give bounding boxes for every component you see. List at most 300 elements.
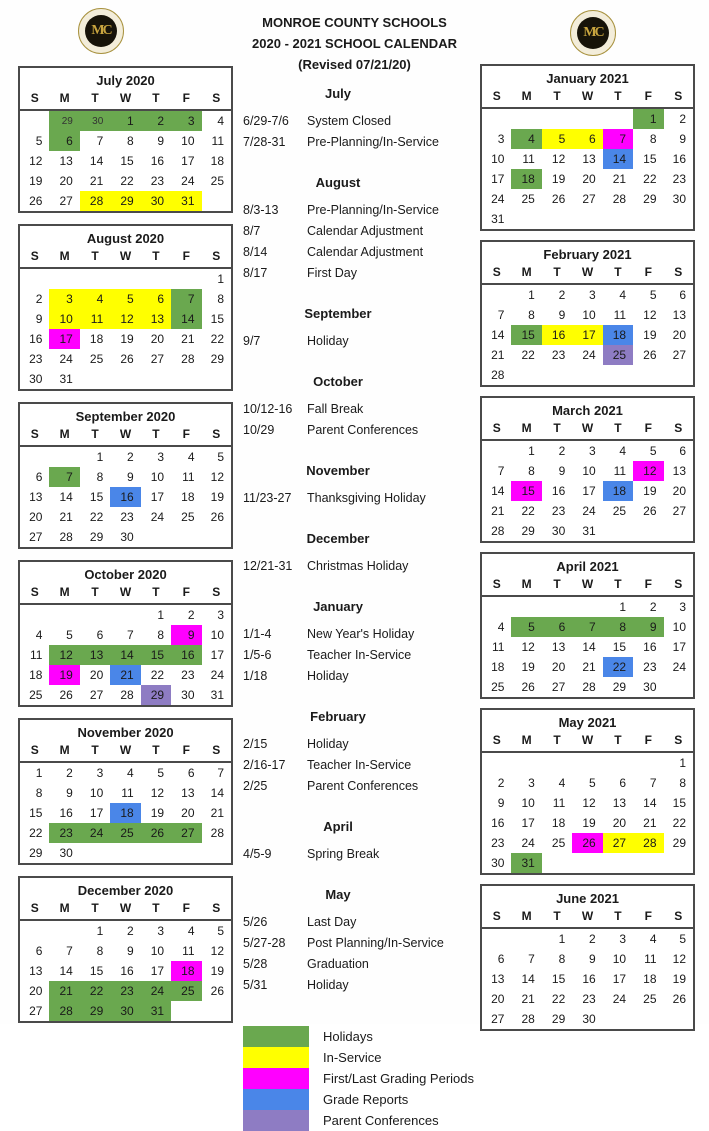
day-cell: 8 [35,786,43,800]
day-cell: 14 [491,328,505,342]
day-cell [202,527,232,548]
day-cell [511,752,541,773]
day-cell: 25 [181,510,195,524]
day-cell: 10 [521,796,535,810]
day-of-week-header: T [542,87,572,108]
day-of-week-header: F [633,419,663,440]
day-cell: 31 [582,524,596,538]
day-cell [202,191,232,212]
week-row [481,989,694,1009]
day-cell: 9 [171,625,201,645]
day-cell: 16 [120,964,134,978]
day-cell: 15 [89,490,104,504]
event-row [243,779,477,793]
day-cell: 22 [120,174,134,188]
day-cell: 23 [672,172,686,186]
day-cell: 21 [612,172,627,186]
day-cell: 5 [649,288,657,302]
day-cell [603,752,633,773]
day-cell: 18 [181,490,195,504]
day-cell: 28 [49,1001,79,1022]
event-row [243,669,477,683]
week-row [19,803,232,823]
day-cell: 17 [89,806,104,820]
week-row [481,752,694,773]
week-row [481,345,694,365]
day-cell: 9 [127,470,134,484]
week-row [19,349,232,369]
event-label: Parent Conferences [307,779,419,793]
event-group-april [243,819,477,861]
day-cell: 7 [127,628,134,642]
day-of-week-header: W [110,899,140,920]
day-cell: 12 [49,645,79,665]
week-row [481,1009,694,1030]
day-cell: 3 [497,132,505,146]
day-cell: 13 [80,645,110,665]
calendar-month-title: October 2020 [84,566,167,582]
day-cell: 5 [157,766,165,780]
page-revision-note: (Revised 07/21/20) [298,57,411,72]
day-cell: 25 [603,345,633,365]
day-of-week-header: F [171,425,201,446]
day-cell: 12 [521,640,535,654]
day-of-week-header: S [481,907,511,928]
day-cell: 15 [29,806,43,820]
calendar-month-title: March 2021 [552,402,623,418]
day-cell [171,369,201,390]
event-row [243,402,477,416]
day-cell: 8 [558,952,566,966]
day-of-week-header: F [633,731,663,752]
day-cell: 17 [672,640,686,654]
month-calendar-april-2021 [480,552,695,699]
week-row [481,596,694,617]
day-cell: 13 [582,152,596,166]
event-row [243,758,477,772]
day-of-week-header: F [633,87,663,108]
day-cell: 31 [511,853,541,874]
day-cell: 6 [497,952,505,966]
day-of-week-header: W [110,247,140,268]
day-cell: 5 [511,617,541,637]
day-cell [49,446,79,467]
day-cell: 16 [110,487,140,507]
event-month-header: December [306,531,370,546]
day-cell: 13 [141,309,171,329]
day-of-week-header: M [511,419,541,440]
day-cell: 21 [210,806,224,820]
day-cell [110,843,140,864]
day-cell: 11 [80,309,110,329]
day-cell [603,365,633,386]
day-of-week-header: T [542,263,572,284]
day-cell: 22 [150,668,165,682]
day-of-week-header: W [572,419,602,440]
day-cell: 25 [643,992,657,1006]
day-cell: 31 [210,688,224,702]
day-cell [511,596,541,617]
calendar-month-title: January 2021 [546,70,629,86]
day-cell: 29 [29,846,43,860]
day-of-week-header: T [542,575,572,596]
day-cell: 17 [181,154,195,168]
week-row [19,369,232,390]
day-cell: 14 [59,964,73,978]
day-cell: 17 [210,648,224,662]
day-of-week-header: M [511,575,541,596]
day-cell: 27 [171,823,201,843]
day-cell: 21 [643,816,657,830]
day-cell: 1 [110,110,140,131]
day-cell: 9 [558,464,566,478]
week-row [481,813,694,833]
day-cell: 22 [603,657,633,677]
day-cell: 9 [497,796,505,810]
day-cell: 20 [672,484,686,498]
week-row [481,189,694,209]
day-cell: 6 [619,776,627,790]
event-row [243,266,477,280]
day-cell: 16 [491,816,505,830]
day-of-week-header: T [80,425,110,446]
day-cell: 17 [582,484,596,498]
day-cell: 9 [679,132,686,146]
events-list [243,86,477,992]
day-cell: 23 [551,348,566,362]
day-cell: 3 [96,766,104,780]
day-cell: 26 [672,992,686,1006]
week-row [19,645,232,665]
day-cell [19,268,49,289]
day-cell: 30 [110,1001,140,1022]
event-month-header: May [325,887,351,902]
day-of-week-header: S [664,907,694,928]
event-row [243,114,477,128]
day-cell: 8 [528,464,535,478]
week-row [19,467,232,487]
day-of-week-header: W [572,731,602,752]
day-cell: 20 [582,172,596,186]
day-cell: 4 [35,628,43,642]
day-cell: 12 [29,154,43,168]
day-cell: 30 [551,524,566,538]
day-cell: 12 [672,952,686,966]
day-cell: 7 [49,467,79,487]
day-cell: 14 [521,972,535,986]
day-of-week-header: T [141,899,171,920]
day-cell: 4 [187,450,195,464]
day-cell [80,369,110,390]
day-cell: 1 [217,272,224,286]
day-cell: 4 [511,129,541,149]
day-cell: 31 [141,1001,171,1022]
day-cell [19,604,49,625]
day-cell: 20 [551,660,566,674]
month-calendar-november-2020 [18,718,233,865]
day-cell [542,108,572,129]
day-cell [664,677,694,698]
day-of-week-header: M [511,907,541,928]
day-cell: 14 [59,490,73,504]
day-of-week-header: M [49,247,79,268]
legend-color-swatch [243,1047,309,1068]
event-row [243,334,477,348]
day-of-week-header: T [542,419,572,440]
day-cell: 16 [672,152,686,166]
day-cell: 28 [521,1012,535,1026]
legend-label: Parent Conferences [323,1113,439,1128]
event-row [243,245,477,259]
event-month-header: September [304,306,372,321]
day-cell: 13 [672,308,686,322]
legend-color-swatch [243,1110,309,1131]
event-label: Holiday [307,978,349,992]
event-date: 11/23-27 [243,491,292,505]
day-cell [141,369,171,390]
week-row [19,309,232,329]
event-row [243,627,477,641]
day-cell: 19 [643,484,657,498]
day-cell [481,752,511,773]
week-row [481,969,694,989]
day-cell: 17 [150,964,165,978]
event-label: Thanksgiving Holiday [307,491,426,505]
day-of-week-header: M [511,263,541,284]
day-cell: 4 [127,766,134,780]
day-of-week-header: S [664,87,694,108]
event-month-header: August [315,175,361,190]
day-cell: 27 [29,1004,43,1018]
day-cell: 19 [521,660,535,674]
day-cell: 8 [96,470,104,484]
day-cell: 13 [612,796,627,810]
day-cell [511,928,541,949]
day-cell: 27 [672,504,686,518]
day-cell: 21 [491,504,505,518]
day-cell: 1 [633,108,663,129]
week-row [19,171,232,191]
day-of-week-header: S [481,419,511,440]
day-cell: 24 [141,981,171,1001]
week-row [481,108,694,129]
day-cell: 23 [582,992,596,1006]
day-cell [603,853,633,874]
day-of-week-header: S [202,899,232,920]
week-row [19,604,232,625]
day-cell: 6 [49,131,79,151]
day-cell: 30 [491,856,505,870]
day-cell: 8 [649,132,657,146]
day-cell: 1 [679,756,686,770]
day-cell: 18 [491,660,505,674]
day-of-week-header: T [542,907,572,928]
day-cell: 8 [96,944,104,958]
event-label: New Year's Holiday [307,627,415,641]
day-cell [664,521,694,542]
event-month-header: July [324,86,351,101]
day-cell: 28 [210,826,224,840]
day-cell: 10 [49,309,79,329]
day-cell: 6 [35,944,43,958]
day-cell: 22 [80,981,110,1001]
day-cell: 8 [157,628,165,642]
mc-monogram-icon: MC [577,17,609,49]
day-cell: 22 [551,992,566,1006]
day-cell: 12 [210,944,224,958]
day-cell [80,268,110,289]
day-cell: 4 [649,932,657,946]
day-cell: 24 [80,823,110,843]
day-cell: 31 [171,191,201,212]
day-cell [633,365,663,386]
day-cell [572,853,602,874]
day-cell [171,268,201,289]
day-cell: 25 [29,688,43,702]
day-cell: 23 [150,174,165,188]
day-cell: 3 [589,444,596,458]
day-cell [110,268,140,289]
day-cell: 30 [643,680,657,694]
event-label: System Closed [307,114,392,128]
day-cell [633,1009,663,1030]
event-label: Holiday [307,737,349,751]
day-cell [633,752,663,773]
day-cell: 19 [672,972,686,986]
day-cell: 21 [181,332,195,346]
event-group-september [243,306,477,348]
event-date: 5/31 [243,978,268,992]
day-cell: 8 [679,776,686,790]
week-row [19,823,232,843]
day-cell: 25 [551,836,566,850]
week-row [481,305,694,325]
month-calendar-february-2021 [480,240,695,387]
legend-row [243,1026,477,1047]
event-group-july [243,86,477,149]
day-cell: 28 [582,680,596,694]
event-date: 1/5-6 [243,648,272,662]
week-row [19,151,232,171]
day-cell: 4 [619,444,627,458]
day-cell: 4 [558,776,566,790]
day-of-week-header: S [481,263,511,284]
day-cell: 6 [542,617,572,637]
day-cell: 14 [210,786,224,800]
event-date: 8/3-13 [243,203,279,217]
event-group-december [243,531,477,573]
month-calendar-december-2020 [18,876,233,1023]
day-cell: 1 [619,600,627,614]
day-cell [603,1009,633,1030]
week-row [19,961,232,981]
day-cell: 6 [187,766,195,780]
day-cell: 23 [110,981,140,1001]
week-row [19,507,232,527]
day-cell: 18 [171,961,201,981]
day-cell: 26 [59,688,73,702]
day-cell: 28 [491,368,505,382]
day-cell: 5 [649,444,657,458]
event-row [243,423,477,437]
legend-color-swatch [243,1068,309,1089]
event-label: Pre-Planning/In-Service [307,135,440,149]
day-cell [19,446,49,467]
day-cell: 7 [217,766,224,780]
mc-monogram-icon: MC [85,15,117,47]
day-cell: 8 [603,617,633,637]
day-cell: 27 [29,530,43,544]
day-cell: 22 [521,348,535,362]
day-cell: 1 [157,608,165,622]
day-cell: 29 [643,192,657,206]
day-cell: 9 [157,134,165,148]
day-cell: 22 [89,510,104,524]
day-cell: 5 [217,924,224,938]
day-cell: 19 [120,332,134,346]
week-row [481,949,694,969]
day-cell: 15 [672,796,686,810]
day-cell: 7 [649,776,657,790]
day-cell: 8 [127,134,134,148]
day-cell [542,752,572,773]
day-cell [481,108,511,129]
day-cell: 13 [491,972,505,986]
day-cell: 23 [181,668,195,682]
day-cell: 29 [110,191,140,212]
event-label: Teacher In-Service [307,648,412,662]
day-cell: 20 [181,806,195,820]
day-cell: 16 [551,484,566,498]
day-cell: 5 [66,628,73,642]
day-cell: 2 [558,288,566,302]
event-date: 4/5-9 [243,847,272,861]
week-row [481,209,694,230]
events-column [243,86,477,1131]
week-row [19,920,232,941]
day-cell: 9 [558,308,566,322]
day-of-week-header: S [19,89,49,110]
day-of-week-header: T [141,89,171,110]
day-cell: 23 [551,504,566,518]
day-cell: 2 [127,450,134,464]
day-cell: 13 [672,464,686,478]
month-calendar-january-2021 [480,64,695,231]
event-label: Calendar Adjustment [307,245,424,259]
week-row [481,169,694,189]
day-cell: 25 [171,981,201,1001]
day-cell: 24 [672,660,686,674]
week-row [481,617,694,637]
day-of-week-header: S [19,741,49,762]
event-month-header: January [313,599,363,614]
day-of-week-header: T [603,731,633,752]
color-legend [243,1026,477,1131]
day-cell: 23 [120,510,134,524]
day-cell [19,110,49,131]
day-cell: 18 [29,668,43,682]
day-cell [49,268,79,289]
event-group-january [243,599,477,683]
day-cell: 3 [619,932,627,946]
day-cell: 26 [141,823,171,843]
day-of-week-header: S [664,419,694,440]
day-cell: 30 [141,191,171,212]
day-cell [542,365,572,386]
day-of-week-header: W [572,263,602,284]
event-label: Last Day [307,915,357,929]
day-cell: 17 [572,325,602,345]
